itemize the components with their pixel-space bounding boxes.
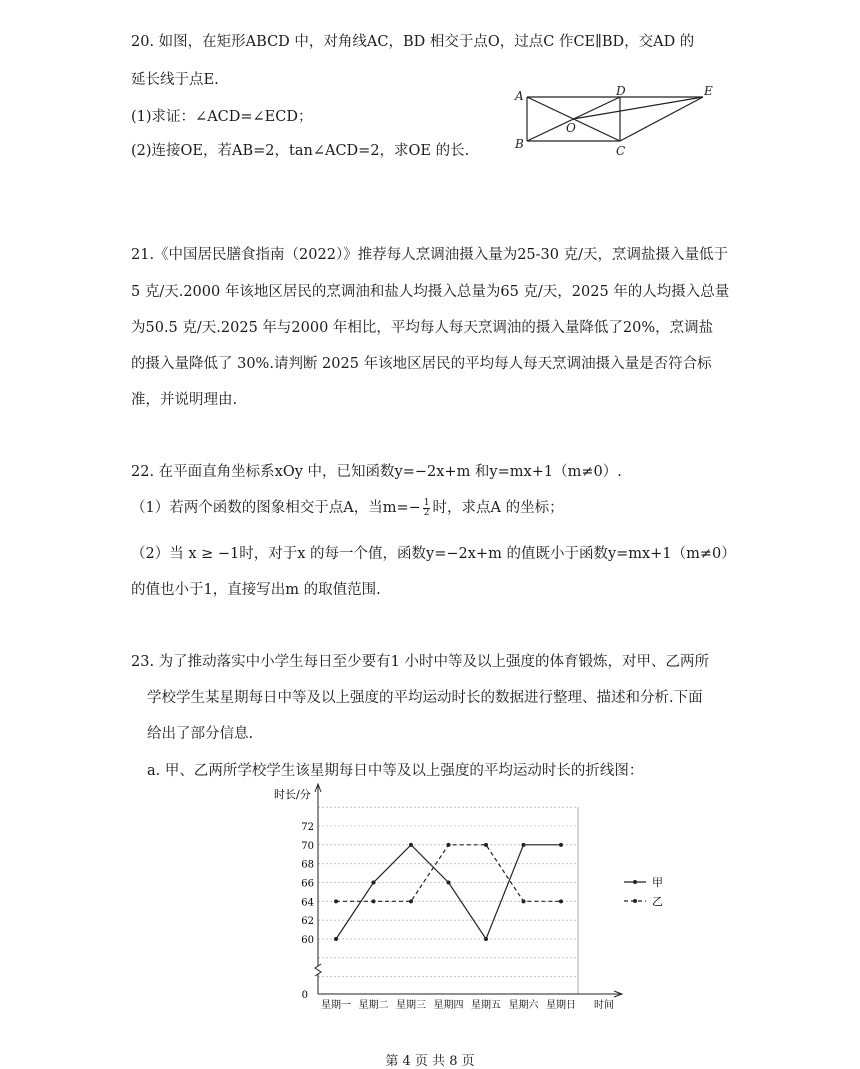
y-tick-label: 68 xyxy=(301,859,314,871)
data-point-series-1 xyxy=(559,843,563,847)
q23-item-a: a. 甲、乙两所学校学生该星期每日中等及以上强度的平均运动时长的折线图： xyxy=(147,763,644,779)
data-point-series-1 xyxy=(447,881,451,885)
x-tick-label: 星期二 xyxy=(358,1000,389,1011)
q22-part1-b: 时，求点A 的坐标； xyxy=(432,500,564,516)
legend-marker-2 xyxy=(633,899,637,903)
q20-line2: 延长线于点E. xyxy=(131,72,219,88)
x-tick-label: 星期三 xyxy=(396,1000,426,1011)
q21-line1: 21.《中国居民膳食指南（2022）》推荐每人烹调油摄入量为25-30 克/天，烹调盐摄入量低于 xyxy=(131,247,729,263)
q22-part1 xyxy=(131,496,564,518)
data-point-series-2 xyxy=(372,899,376,903)
y-axis-label: 时长/分 xyxy=(274,788,311,801)
data-point-series-1 xyxy=(334,937,338,941)
q22-part2-a: （2）当 x ≥ −1时，对于x 的每一个值，函数y=−2x+m 的值既小于函数y=mx+1（m≠0） xyxy=(131,546,736,562)
data-point-series-2 xyxy=(334,899,338,903)
label-O: O xyxy=(566,121,576,135)
label-E: E xyxy=(704,84,713,98)
q21-line3: 为50.5 克/天.2025 年与2000 年相比，平均每人每天烹调油的摄入量降低了20%，烹调盐 xyxy=(131,320,714,336)
x-tick-label: 星期四 xyxy=(433,1000,464,1011)
rectangle-figure xyxy=(510,80,720,160)
y-tick-label: 60 xyxy=(301,935,314,946)
label-C: C xyxy=(616,144,626,158)
data-point-series-1 xyxy=(484,937,488,941)
series-line-2 xyxy=(336,845,561,902)
q21-line4: 的摄入量降低了 30%.请判断 2025 年该地区居民的平均每人每天烹调油摄入量是否符合标 xyxy=(131,356,712,372)
q23-line1: 23. 为了推动落实中小学生每日至少要有1 小时中等及以上强度的体育锻炼，对甲、乙两所 xyxy=(131,654,709,670)
y-tick-label: 62 xyxy=(301,916,314,928)
data-point-series-2 xyxy=(522,899,526,903)
q21-line2: 5 克/天.2000 年该地区居民的烹调油和盐人均摄入总量为65 克/天，2025 年的人均摄入总量 xyxy=(131,284,730,300)
y-tick-label: 70 xyxy=(301,840,314,852)
x-axis-label: 时间 xyxy=(594,1000,614,1011)
q20-part2: (2)连接OE，若AB=2，tan∠ACD=2，求OE 的长. xyxy=(131,143,470,159)
q22-part1-a: （1）若两个函数的图象相交于点A，当m=− xyxy=(131,500,421,516)
page-footer: 第 4 页 共 8 页 xyxy=(385,1054,475,1069)
data-point-series-1 xyxy=(409,843,413,847)
legend-marker-1 xyxy=(633,880,637,884)
axis-break-mark xyxy=(315,964,321,976)
data-point-series-2 xyxy=(409,899,413,903)
data-point-series-1 xyxy=(522,843,526,847)
q22-line1: 22. 在平面直角坐标系xOy 中，已知函数y=−2x+m 和y=mx+1（m≠0）. xyxy=(131,464,622,480)
q23-line2: 学校学生某星期每日中等及以上强度的平均运动时长的数据进行整理、描述和分析.下面 xyxy=(147,690,703,706)
q20-line1: 20. 如图，在矩形ABCD 中，对角线AC，BD 相交于点O，过点C 作CE∥BD，交AD 的 xyxy=(131,34,695,50)
label-D: D xyxy=(616,84,626,98)
data-point-series-1 xyxy=(372,881,376,885)
data-point-series-2 xyxy=(447,843,451,847)
data-point-series-2 xyxy=(559,899,563,903)
q20-part1: (1)求证：∠ACD=∠ECD； xyxy=(131,109,313,125)
x-tick-label: 星期一 xyxy=(321,1000,351,1011)
line-chart xyxy=(260,780,680,1020)
x-tick-label: 星期日 xyxy=(546,1000,576,1011)
series-line-1 xyxy=(336,845,561,939)
legend-label-2: 乙 xyxy=(652,895,663,908)
y-tick-label: 72 xyxy=(301,822,314,833)
legend-label-1: 甲 xyxy=(652,876,663,889)
fraction-numerator: 1 xyxy=(423,497,430,508)
x-tick-label: 星期六 xyxy=(508,1000,539,1011)
q23-line3: 给出了部分信息. xyxy=(147,726,254,742)
label-B: B xyxy=(515,137,524,151)
fraction xyxy=(423,499,431,518)
y-origin-label: 0 xyxy=(301,990,308,1001)
x-tick-label: 星期五 xyxy=(471,1000,501,1011)
label-A: A xyxy=(515,89,524,103)
y-tick-label: 64 xyxy=(301,897,314,909)
data-point-series-2 xyxy=(484,843,488,847)
y-tick-label: 66 xyxy=(301,878,314,890)
fraction-denominator: 2 xyxy=(423,507,430,518)
q22-part2-b: 的值也小于1，直接写出m 的取值范围. xyxy=(131,582,381,598)
q21-line5: 准，并说明理由. xyxy=(131,392,238,408)
